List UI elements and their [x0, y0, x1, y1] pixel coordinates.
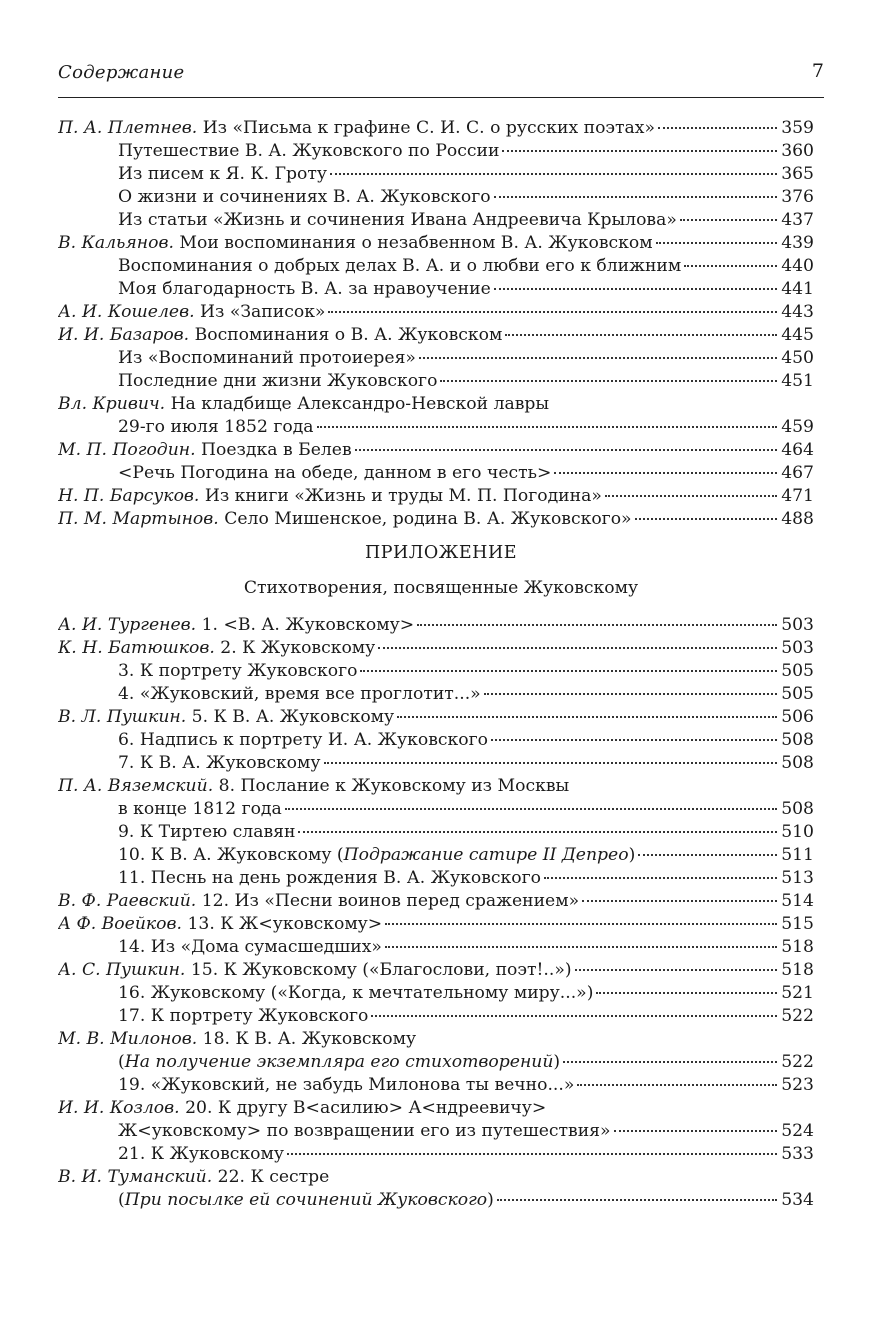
entry-author: И. И. Базаров.: [58, 325, 190, 345]
entry-title: [118, 462, 551, 485]
toc-entry: [58, 798, 814, 821]
entry-text: Поездка в Белев: [195, 440, 352, 460]
entry-text: <Речь Погодина на обеде, данном в его честь>: [118, 463, 552, 483]
entry-page-number: 360: [781, 141, 814, 161]
entry-page-number: 521: [781, 983, 814, 1003]
dot-leader: [285, 808, 777, 810]
dot-leader: [298, 831, 777, 833]
entry-text-tail: ): [553, 1052, 561, 1072]
toc-entry: [58, 508, 814, 531]
entry-text: 12. Из «Песни воинов перед сражением»: [196, 891, 580, 911]
toc-entry: [58, 186, 814, 209]
toc-entry: [58, 913, 814, 936]
entry-title: [58, 301, 325, 324]
toc-entry: [58, 163, 814, 186]
entry-text: Воспоминания о В. А. Жуковском: [189, 325, 503, 345]
entry-page-number: 505: [781, 684, 814, 704]
toc-entry: [58, 1166, 814, 1189]
toc-entry: [58, 439, 814, 462]
dot-leader: [497, 1199, 777, 1201]
entry-text: Из «Воспоминаний протоиерея»: [118, 348, 416, 368]
entry-author: М. В. Милонов.: [58, 1029, 198, 1049]
entry-text: Село Мишенское, родина В. А. Жуковского»: [218, 509, 632, 529]
toc-entry: [58, 867, 814, 890]
dot-leader: [502, 150, 777, 152]
entry-page-number: 467: [781, 463, 814, 483]
toc-section-memoirs: [58, 117, 814, 531]
dot-leader: [491, 739, 777, 741]
entry-text: 14. Из «Дома сумасшедших»: [118, 937, 382, 957]
entry-title: [58, 1166, 329, 1189]
entry-text: Из писем к Я. К. Гроту: [118, 164, 327, 184]
entry-text: 5. К В. А. Жуковскому: [186, 707, 395, 727]
entry-title: [58, 485, 602, 508]
entry-page-number: 522: [781, 1006, 814, 1026]
entry-text: 21. К Жуковскому: [118, 1144, 284, 1164]
dot-leader: [328, 311, 777, 313]
entry-page-number: 524: [781, 1121, 814, 1141]
entry-page-number: 439: [781, 233, 814, 253]
toc-entry: [58, 255, 814, 278]
toc-entry: [58, 393, 814, 416]
entry-title: [58, 324, 502, 347]
running-title: Содержание: [58, 62, 185, 83]
entry-author: В. Кальянов.: [58, 233, 174, 253]
entry-title: [58, 232, 653, 255]
entry-page-number: 508: [781, 730, 814, 750]
entry-text: Из статьи «Жизнь и сочинения Ивана Андреевича Крылова»: [118, 210, 677, 230]
entry-title: [118, 660, 357, 683]
entry-text: Из книги «Жизнь и труды М. П. Погодина»: [199, 486, 602, 506]
entry-text-tail: ): [487, 1190, 494, 1210]
dot-leader: [544, 877, 777, 879]
entry-text: 11. Песнь на день рождения В. А. Жуковского: [118, 868, 541, 888]
entry-text: 17. К портрету Жуковского: [118, 1006, 369, 1026]
entry-page-number: 508: [781, 753, 814, 773]
entry-text: (: [118, 1052, 125, 1072]
entry-page-number: 503: [781, 615, 814, 635]
dot-leader: [355, 449, 777, 451]
entry-title: [118, 683, 481, 706]
entry-text: Воспоминания о добрых делах В. А. и о любви его к ближним: [118, 256, 682, 276]
entry-title: [118, 186, 491, 209]
entry-page-number: 488: [781, 509, 814, 529]
entry-page-number: 505: [781, 661, 814, 681]
toc-entry: [58, 660, 814, 683]
entry-text: 29-го июля 1852 года: [118, 417, 314, 437]
entry-title: [118, 1189, 494, 1212]
entry-title: [58, 1097, 546, 1120]
entry-text: 7. К В. А. Жуковскому: [118, 753, 321, 773]
entry-author: Н. П. Барсуков.: [58, 486, 200, 506]
entry-title: [118, 1120, 611, 1143]
dot-leader: [385, 923, 777, 925]
entry-author: П. М. Мартынов.: [58, 509, 219, 529]
entry-text: 10. К В. А. Жуковскому (: [118, 845, 344, 865]
entry-author: А. И. Тургенев.: [58, 615, 197, 635]
dot-leader: [605, 495, 777, 497]
toc-entry: [58, 1074, 814, 1097]
entry-page-number: 506: [781, 707, 814, 727]
entry-title: [118, 209, 677, 232]
entry-text: 15. К Жуковскому («Благослови, поэт!..»): [185, 960, 572, 980]
entry-page-number: 451: [781, 371, 814, 391]
entry-author: М. П. Погодин.: [58, 440, 196, 460]
page-header: [58, 60, 824, 92]
entry-text: 18. К В. А. Жуковскому: [197, 1029, 417, 1049]
dot-leader: [287, 1153, 777, 1155]
entry-text: Из «Письма к графине С. И. С. о русских поэтах»: [197, 118, 656, 138]
entry-text: 8. Послание к Жуковскому из Москвы: [213, 776, 570, 796]
entry-page-number: 450: [781, 348, 814, 368]
toc-entry: [58, 232, 814, 255]
dot-leader: [419, 357, 777, 359]
entry-italic-text: При посылке ей сочинений Жуковского: [124, 1190, 488, 1210]
entry-page-number: 376: [781, 187, 814, 207]
entry-text: 9. К Тиртею славян: [118, 822, 296, 842]
entry-title: [58, 890, 579, 913]
toc-entry: [58, 1005, 814, 1028]
entry-page-number: 515: [781, 914, 814, 934]
dot-leader: [575, 969, 777, 971]
entry-title: [58, 508, 632, 531]
dot-leader: [563, 1061, 777, 1063]
entry-page-number: 464: [781, 440, 814, 460]
toc-entry: [58, 370, 814, 393]
page-number: 7: [811, 60, 824, 82]
dot-leader: [680, 219, 777, 221]
toc-entry: [58, 1051, 814, 1074]
entry-title: [118, 1051, 560, 1074]
entry-page-number: 522: [781, 1052, 814, 1072]
toc-entry: [58, 301, 814, 324]
dot-leader: [360, 670, 777, 672]
entry-text: 13. К Ж<уковскому>: [181, 914, 383, 934]
entry-author: А Ф. Воейков.: [58, 914, 182, 934]
dot-leader: [417, 624, 777, 626]
toc-entry: [58, 683, 814, 706]
entry-page-number: 445: [781, 325, 814, 345]
entry-page-number: 518: [781, 937, 814, 957]
toc-entry: [58, 347, 814, 370]
entry-text: Из «Записок»: [194, 302, 326, 322]
entry-page-number: 510: [781, 822, 814, 842]
entry-title: [118, 982, 593, 1005]
toc-entry: [58, 140, 814, 163]
entry-text: О жизни и сочинениях В. А. Жуковского: [118, 187, 491, 207]
entry-text: 20. К другу В<асилию> А<ндреевичу>: [179, 1098, 547, 1118]
entry-text: Мои воспоминания о незабвенном В. А. Жуковском: [173, 233, 653, 253]
entry-page-number: 440: [781, 256, 814, 276]
entry-text: На кладбище Александро-Невской лавры: [165, 394, 550, 414]
dot-leader: [577, 1084, 777, 1086]
entry-title: [58, 913, 382, 936]
entry-text: 3. К портрету Жуковского: [118, 661, 358, 681]
dot-leader: [440, 380, 777, 382]
entry-author: П. А. Вяземский.: [58, 776, 214, 796]
appendix-subtitle: Стихотворения, посвященные Жуковскому: [243, 578, 639, 598]
entry-title: [58, 117, 655, 140]
entry-author: Вл. Кривич.: [58, 394, 166, 414]
entry-text: в конце 1812 года: [118, 799, 282, 819]
entry-author: П. А. Плетнев.: [58, 118, 198, 138]
entry-italic-text: На получение экземпляра его стихотворений: [124, 1052, 554, 1072]
toc-entry: [58, 821, 814, 844]
entry-title: [58, 775, 569, 798]
toc-entry: [58, 959, 814, 982]
dot-leader: [494, 288, 777, 290]
entry-text: 22. К сестре: [212, 1167, 330, 1187]
entry-text: 6. Надпись к портрету И. А. Жуковского: [118, 730, 488, 750]
dot-leader: [317, 426, 777, 428]
dot-leader: [330, 173, 777, 175]
entry-page-number: 534: [781, 1190, 814, 1210]
toc-entry: [58, 1143, 814, 1166]
toc-entry: [58, 936, 814, 959]
toc-entry: [58, 416, 814, 439]
entry-page-number: 441: [781, 279, 814, 299]
entry-title: [118, 798, 282, 821]
entry-author: А. И. Кошелев.: [58, 302, 195, 322]
entry-page-number: 503: [781, 638, 814, 658]
entry-title: [118, 844, 635, 867]
entry-author: А. С. Пушкин.: [58, 960, 186, 980]
entry-title: [58, 393, 549, 416]
toc-entry: [58, 278, 814, 301]
entry-text: Ж<уковскому> по возвращении его из путешествия»: [118, 1121, 611, 1141]
entry-title: [118, 752, 321, 775]
dot-leader: [371, 1015, 777, 1017]
toc-entry: [58, 844, 814, 867]
toc-entry: [58, 324, 814, 347]
toc-entry: [58, 1120, 814, 1143]
dot-leader: [684, 265, 777, 267]
dot-leader: [385, 946, 777, 948]
toc-entry: [58, 729, 814, 752]
entry-title: [118, 821, 295, 844]
toc-entry: [58, 1189, 814, 1212]
entry-title: [118, 936, 382, 959]
entry-title: [118, 140, 499, 163]
entry-title: [58, 1028, 416, 1051]
toc-entry: [58, 1097, 814, 1120]
entry-italic-text: Подражание сатире II Депрео: [343, 845, 629, 865]
entry-page-number: 508: [781, 799, 814, 819]
toc-entry: [58, 982, 814, 1005]
entry-title: [118, 729, 488, 752]
entry-title: [118, 416, 314, 439]
entry-page-number: 365: [781, 164, 814, 184]
entry-title: [118, 1005, 368, 1028]
entry-title: [118, 347, 416, 370]
dot-leader: [484, 693, 777, 695]
dot-leader: [505, 334, 777, 336]
toc-entry: [58, 1028, 814, 1051]
entry-title: [58, 614, 414, 637]
dot-leader: [494, 196, 777, 198]
entry-page-number: 437: [781, 210, 814, 230]
entry-title: [118, 255, 681, 278]
entry-page-number: 518: [781, 960, 814, 980]
entry-author: В. Ф. Раевский.: [58, 891, 197, 911]
entry-text: 19. «Жуковский, не забудь Милонова ты вечно...»: [118, 1075, 575, 1095]
entry-author: К. Н. Батюшков.: [58, 638, 215, 658]
toc-entry: [58, 209, 814, 232]
toc-entry: [58, 637, 814, 660]
dot-leader: [614, 1130, 777, 1132]
toc-entry: [58, 117, 814, 140]
entry-page-number: 459: [781, 417, 814, 437]
entry-title: [118, 163, 327, 186]
entry-page-number: 511: [781, 845, 814, 865]
entry-title: [118, 278, 491, 301]
toc-entry: [58, 462, 814, 485]
dot-leader: [635, 518, 777, 520]
entry-page-number: 513: [781, 868, 814, 888]
entry-title: [58, 959, 572, 982]
entry-title: [118, 1074, 574, 1097]
dot-leader: [582, 900, 777, 902]
entry-text: Моя благодарность В. А. за нравоучение: [118, 279, 491, 299]
entry-title: [118, 867, 541, 890]
dot-leader: [554, 472, 777, 474]
appendix-title: ПРИЛОЖЕНИЕ: [365, 543, 517, 563]
toc-entry: [58, 706, 814, 729]
entry-text: Путешествие В. А. Жуковского по России: [118, 141, 500, 161]
toc-entry: [58, 890, 814, 913]
entry-page-number: 471: [781, 486, 814, 506]
toc-entry: [58, 775, 814, 798]
entry-author: В. Л. Пушкин.: [58, 707, 187, 727]
entry-page-number: 514: [781, 891, 814, 911]
entry-text: 16. Жуковскому («Когда, к мечтательному миру...»): [118, 983, 594, 1003]
dot-leader: [378, 647, 777, 649]
dot-leader: [656, 242, 777, 244]
entry-page-number: 533: [781, 1144, 814, 1164]
entry-text: 1. <В. А. Жуковскому>: [196, 615, 415, 635]
toc-entry: [58, 614, 814, 637]
entry-title: [58, 439, 352, 462]
entry-author: В. И. Туманский.: [58, 1167, 213, 1187]
entry-page-number: 359: [781, 118, 814, 138]
header-rule: [58, 97, 824, 98]
entry-text: (: [118, 1190, 125, 1210]
dot-leader: [638, 854, 777, 856]
dot-leader: [324, 762, 777, 764]
entry-title: [118, 1143, 284, 1166]
entry-text: 2. К Жуковскому: [214, 638, 376, 658]
entry-title: [58, 637, 375, 660]
entry-title: [118, 370, 437, 393]
entry-text: 4. «Жуковский, время все проглотит...»: [118, 684, 481, 704]
entry-text-tail: ): [628, 845, 636, 865]
toc-entry: [58, 752, 814, 775]
entry-text: Последние дни жизни Жуковского: [118, 371, 438, 391]
entry-page-number: 523: [781, 1075, 814, 1095]
dot-leader: [397, 716, 777, 718]
entry-title: [58, 706, 394, 729]
toc-entry: [58, 485, 814, 508]
entry-page-number: 443: [781, 302, 814, 322]
dot-leader: [596, 992, 777, 994]
toc-section-poems: [58, 614, 814, 1212]
entry-author: И. И. Козлов.: [58, 1098, 180, 1118]
dot-leader: [658, 127, 777, 129]
